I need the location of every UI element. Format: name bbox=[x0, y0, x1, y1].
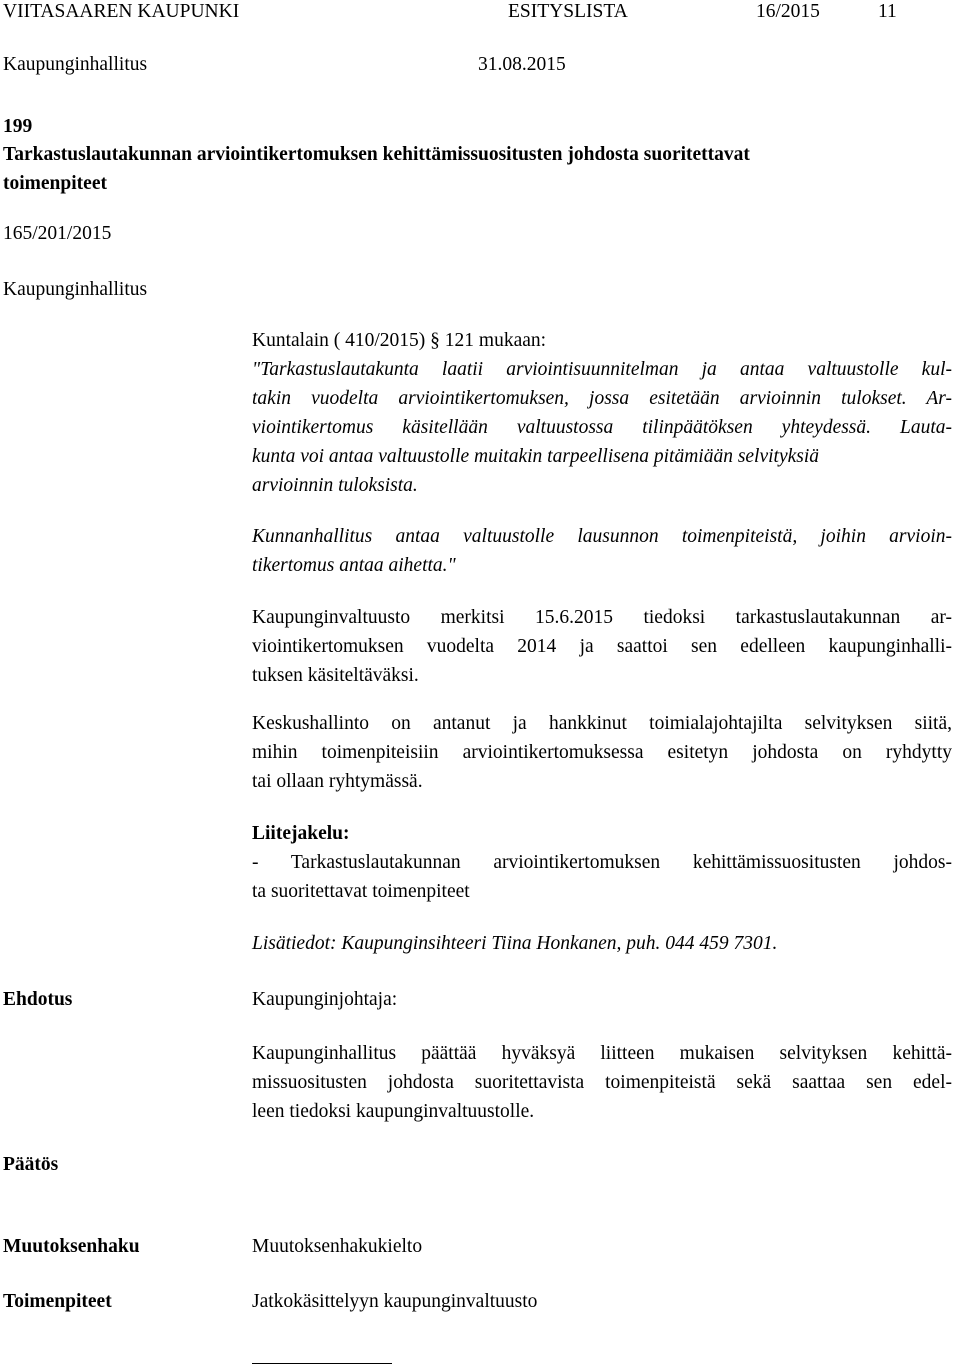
more-info: Lisätiedot: Kaupunginsihteeri Tiina Honkanen, puh. 044 459 7301. bbox=[252, 933, 778, 954]
actions-value: Jatkokäsittelyyn kaupunginvaltuusto bbox=[252, 1291, 538, 1312]
law-quote bbox=[252, 355, 952, 500]
header-date: 31.08.2015 bbox=[478, 54, 566, 75]
attachments-label: Liitejakelu: bbox=[252, 823, 350, 844]
item-number: 199 bbox=[3, 116, 33, 137]
proposer: Kaupunginjohtaja: bbox=[252, 989, 398, 1010]
footer-divider bbox=[252, 1363, 392, 1364]
quote-line: tikertomus antaa aihetta." bbox=[252, 555, 456, 576]
quote-line: kunta voi antaa valtuustolle muitakin tarpeellisena pitämiään selvityksiä bbox=[252, 446, 820, 467]
decision-label: Päätös bbox=[3, 1154, 59, 1175]
actions-label: Toimenpiteet bbox=[3, 1291, 112, 1312]
law-quote-2 bbox=[252, 522, 952, 580]
item-title-line: Tarkastuslautakunnan arviointikertomuksen kehittämissuositusten johdosta suoritettavat bbox=[3, 144, 750, 165]
header-number: 16/2015 bbox=[756, 1, 820, 22]
header-body: Kaupunginhallitus bbox=[3, 54, 148, 75]
law-intro: Kuntalain ( 410/2015) § 121 mukaan: bbox=[252, 330, 547, 351]
header-doc-type: ESITYSLISTA bbox=[508, 1, 628, 22]
attachment-item: ta suoritettavat toimenpiteet bbox=[252, 881, 470, 902]
header-org: VIITASAAREN KAUPUNKI bbox=[3, 1, 240, 22]
appeal-label: Muutoksenhaku bbox=[3, 1236, 140, 1257]
proposal-label: Ehdotus bbox=[3, 989, 73, 1010]
quote-line: takin vuodelta arviointikertomuksen, jossa esitetään arvioinnin tulokset. Ar- bbox=[252, 388, 952, 409]
quote-line: arvioinnin tuloksista. bbox=[252, 475, 418, 496]
item-title bbox=[3, 140, 750, 198]
quote-line: viointikertomus käsitellään valtuustossa tilinpäätöksen yhteydessä. Lauta- bbox=[252, 417, 952, 438]
attachments bbox=[252, 819, 952, 906]
appeal-value: Muutoksenhakukielto bbox=[252, 1236, 423, 1257]
quote-line: "Tarkastuslautakunta laatii arviointisuunnitelman ja antaa valtuustolle kul- bbox=[252, 359, 952, 380]
paragraph-council-notice: Kaupunginvaltuusto merkitsi 15.6.2015 tiedoksi tarkastuslautakunnan ar- viointikertomuksen vuodelta 2014 ja saattoi sen edelleen kaupunginhalli- tuksen käsiteltäväksi. bbox=[252, 607, 952, 686]
header-page: 11 bbox=[878, 1, 897, 22]
paragraph-central-admin: Keskushallinto on antanut ja hankkinut toimialajohtajilta selvityksen siitä, mihin toimenpiteisiin arviointikertomuksessa esitetyn johdosta on ryhdytty tai ollaan ryhtymässä. bbox=[252, 713, 952, 792]
proposal-text: Kaupunginhallitus päättää hyväksyä liitteen mukaisen selvityksen kehittä- missuositusten johdosta suoritettavista toimenpiteistä sekä saattaa sen edel- leen tiedoksi kaupunginvaltuustolle. bbox=[252, 1043, 952, 1122]
attachment-item: - Tarkastuslautakunnan arviointikertomuksen kehittämissuositusten johdos- bbox=[252, 852, 952, 873]
quote-line: Kunnanhallitus antaa valtuustolle lausunnon toimenpiteistä, joihin arvioin- bbox=[252, 526, 952, 547]
handler: Kaupunginhallitus bbox=[3, 279, 148, 300]
item-title-line: toimenpiteet bbox=[3, 173, 107, 194]
record-ref: 165/201/2015 bbox=[3, 223, 112, 244]
